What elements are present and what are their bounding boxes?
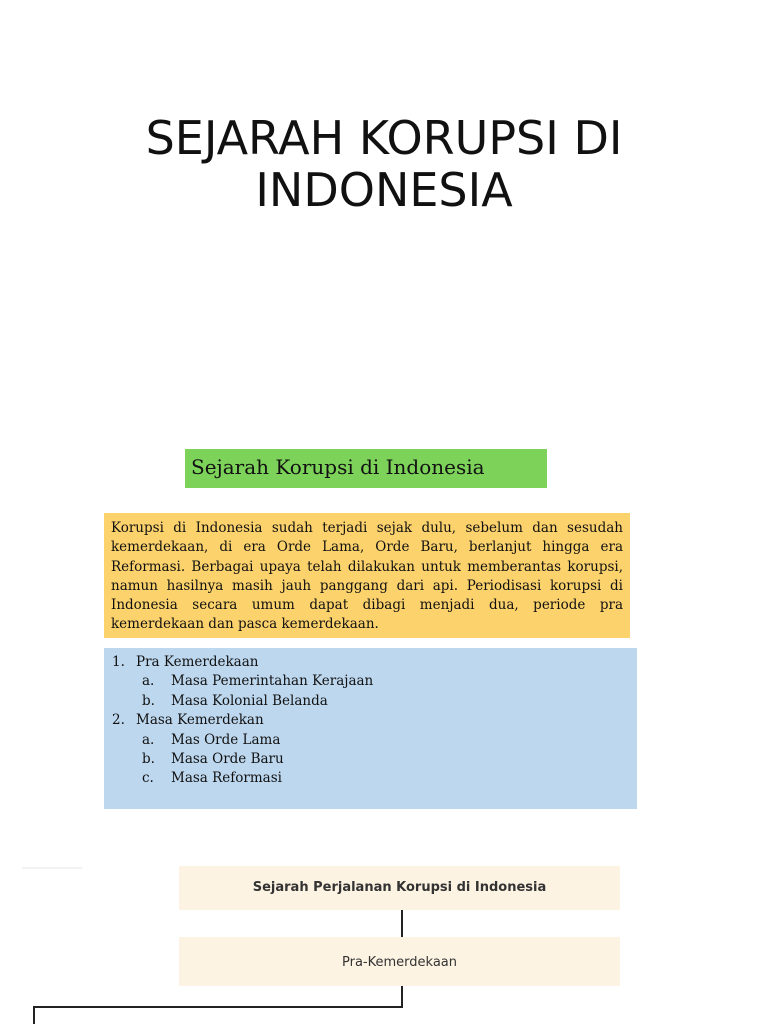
connector-line	[33, 1006, 35, 1024]
outline-letter: b.	[142, 751, 155, 768]
outline-letter: a.	[142, 673, 155, 690]
outline-sublabel: Masa Pemerintahan Kerajaan	[171, 673, 374, 690]
section-heading: Sejarah Korupsi di Indonesia	[185, 449, 547, 488]
slide-title-line-1: SEJARAH KORUPSI DI	[145, 111, 623, 165]
outline-sublabel: Mas Orde Lama	[171, 731, 281, 748]
outline-label: Pra Kemerdekaan	[136, 654, 259, 670]
outline-label: Masa Kemerdekan	[136, 712, 264, 729]
outline-sublabel: Masa Kolonial Belanda	[171, 692, 328, 709]
outline-subitem	[112, 672, 637, 691]
outline-subitem	[112, 731, 637, 750]
outline-letter: c.	[142, 770, 154, 787]
diagram-pra-kemerdekaan-node: Pra-Kemerdekaan	[179, 937, 620, 986]
outline-item	[112, 711, 637, 730]
diagram-title-node: Sejarah Perjalanan Korupsi di Indonesia	[179, 866, 620, 910]
periodization-outline	[104, 648, 637, 809]
outline-subitem	[112, 692, 637, 711]
connector-line	[401, 910, 403, 937]
outline-subitem	[112, 769, 637, 788]
slide-title	[0, 112, 768, 216]
connector-line	[33, 1006, 403, 1008]
outline-subitem	[112, 750, 637, 769]
connector-line	[401, 986, 403, 1008]
slide-title-line-2: INDONESIA	[255, 163, 513, 217]
outline-sublabel: Masa Reformasi	[171, 770, 282, 787]
decorative-divider	[22, 867, 82, 869]
outline-letter: a.	[142, 731, 155, 748]
outline-number: 2.	[112, 712, 125, 729]
intro-paragraph: Korupsi di Indonesia sudah terjadi sejak dulu, sebelum dan sesudah kemerdekaan, di era Orde Lama, Orde Baru, berlanjut hingga era Reformasi. Berbagai upaya telah dilakukan untuk memberantas korupsi, namun hasilnya masih jauh panggang dari api. Periodisasi korupsi di Indonesia secara umum dapat dibagi menjadi dua, periode pra kemerdekaan dan pasca kemerdekaan.	[104, 513, 630, 638]
outline-item	[112, 653, 637, 672]
outline-number: 1.	[112, 654, 125, 670]
outline-letter: b.	[142, 692, 155, 709]
outline-sublabel: Masa Orde Baru	[171, 751, 284, 768]
